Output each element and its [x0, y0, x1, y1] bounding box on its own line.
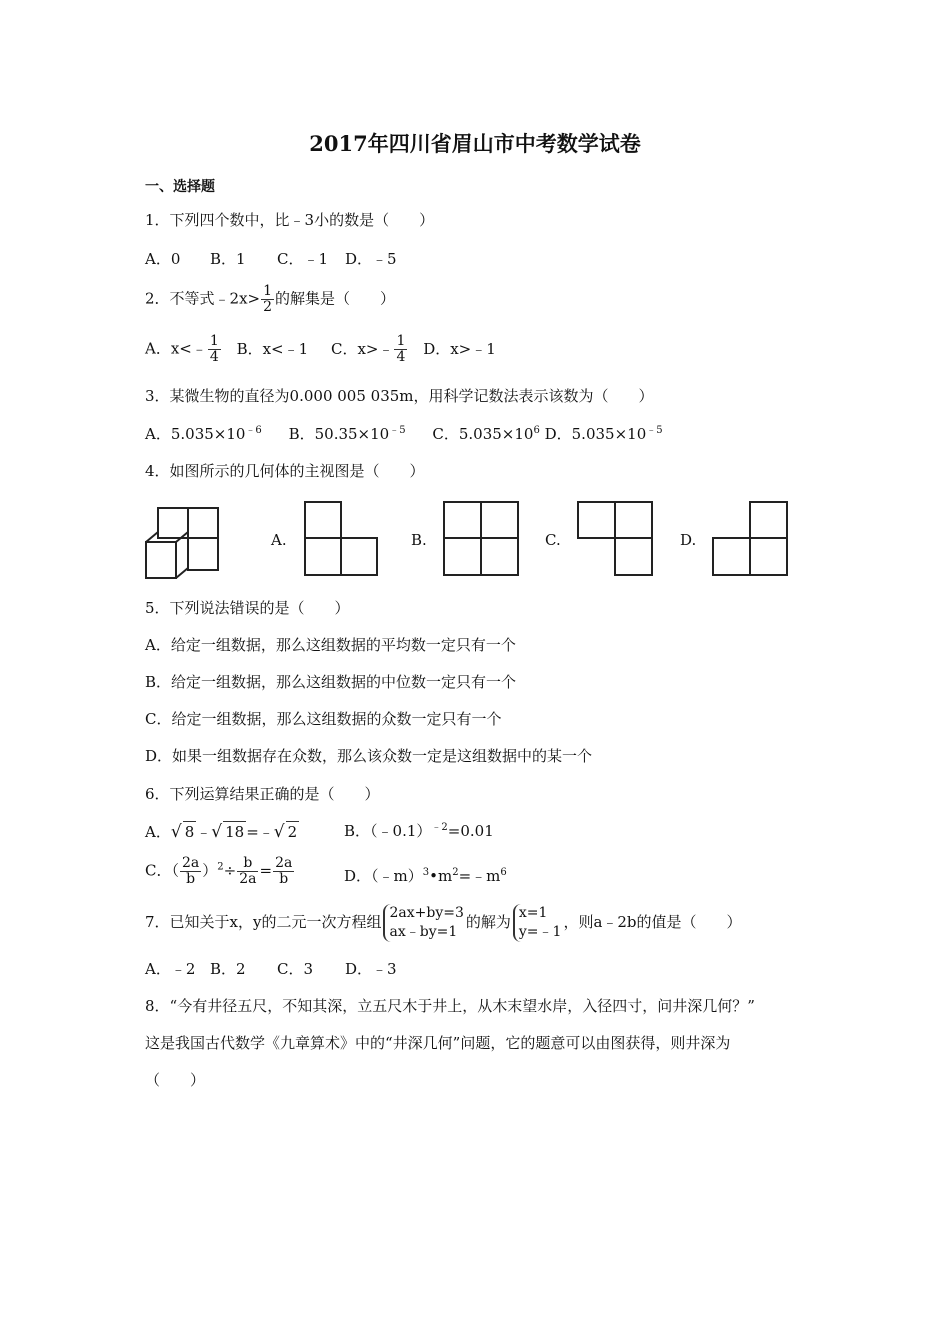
operator: = — [259, 861, 273, 880]
fraction — [273, 856, 294, 887]
exponent: 6 — [500, 867, 507, 878]
cube-face — [146, 542, 176, 578]
question-7-stem-mid: 的解为 — [465, 913, 511, 931]
fraction — [237, 856, 258, 887]
question-2-option-d: D．x>﹣1 — [423, 339, 496, 358]
question-3-option-b: B．50.35×10 — [288, 425, 390, 443]
option-label: C．（ — [145, 861, 179, 880]
exponent: 2 — [217, 861, 224, 873]
option-text: D．（﹣m） — [344, 867, 423, 885]
exponent: 3 — [422, 867, 430, 878]
question-6-stem: 6．下列运算结果正确的是（ ） — [145, 785, 380, 803]
question-8-line-3: （ ） — [145, 1071, 206, 1089]
fraction-numerator: 2a — [275, 855, 293, 871]
section-heading: 一、选择题 — [145, 179, 215, 195]
exponent: 6 — [533, 425, 540, 436]
question-3-stem: 3．某微生物的直径为0.000 005 035m，用科学记数法表示该数为（ ） — [145, 387, 654, 405]
fraction-denominator: 2 — [263, 299, 273, 315]
question-7-stem-tail: ，则a﹣2b的值是（ ） — [563, 913, 742, 931]
question-1-option-c: C．﹣1 — [277, 250, 329, 268]
question-7-option-a: A．﹣2 — [145, 960, 196, 978]
question-2-option-a: A．x<﹣ — [145, 339, 207, 358]
question-2-stem-text: 2．不等式﹣2x> — [145, 289, 261, 308]
question-1-option-a: A．0 — [145, 250, 181, 268]
question-1-option-d: D．﹣5 — [345, 250, 397, 268]
fraction — [261, 284, 274, 315]
operator: ﹣ — [196, 823, 212, 841]
option-text-tail: =0.01 — [447, 822, 494, 840]
radicand: 2 — [287, 823, 298, 841]
fraction-numerator: b — [237, 856, 258, 872]
question-8-line-1: 8．“今有井径五尺，不知其深，立五尺木于井上，从木末望水岸，入径四寸，问井深几何？” — [145, 997, 755, 1015]
fraction-numerator: 1 — [263, 283, 273, 299]
question-4-stem: 4．如图所示的几何体的主视图是（ ） — [145, 462, 425, 480]
question-6-option-a — [145, 821, 299, 842]
question-6-option-d — [344, 866, 507, 886]
question-4-option-a-label: A. — [271, 531, 287, 549]
question-7-option-b: B．2 — [210, 960, 246, 978]
radical-sign: √ — [170, 822, 182, 842]
fraction-numerator: 2a — [181, 855, 200, 871]
question-2-options — [145, 334, 496, 365]
question-2-stem — [145, 284, 395, 315]
fraction — [180, 856, 201, 887]
radicand: 8 — [184, 823, 195, 841]
question-6-option-c — [145, 856, 295, 887]
question-5-option-d: D．如果一组数据存在众数，那么该众数一定是这组数据中的某一个 — [145, 747, 593, 765]
option-text-tail: =﹣m — [458, 867, 501, 885]
exponent: ﹣6 — [245, 425, 262, 436]
exponent: 2 — [452, 867, 459, 878]
option-c-view — [576, 500, 654, 578]
question-7-option-c: C．3 — [277, 960, 314, 978]
question-5-option-c: C．给定一组数据，那么这组数据的众数一定只有一个 — [145, 710, 502, 728]
equation-system — [383, 904, 463, 942]
question-7-option-d: D．﹣3 — [345, 960, 397, 978]
fraction-numerator: 1 — [209, 333, 219, 349]
cube-top — [158, 498, 230, 508]
operator: ） — [202, 861, 218, 880]
option-a-view — [303, 500, 379, 578]
cube-side — [218, 498, 230, 572]
fraction-denominator: b — [186, 871, 196, 887]
solution-2: y=﹣1 — [518, 924, 562, 940]
option-b-view — [442, 500, 520, 578]
exponent: ﹣5 — [389, 425, 406, 436]
operator: =﹣ — [246, 823, 274, 841]
question-7-stem-text: 7．已知关于x，y的二元一次方程组 — [145, 913, 382, 931]
solution-system — [513, 904, 562, 942]
question-5-option-b: B．给定一组数据，那么这组数据的中位数一定只有一个 — [145, 673, 517, 691]
question-3-option-a: A．5.035×10 — [145, 425, 246, 443]
operator: ÷ — [223, 861, 237, 880]
cube-face — [188, 508, 218, 538]
fraction-numerator: 1 — [396, 333, 406, 349]
question-4-option-b-label: B. — [411, 531, 427, 549]
question-3-option-d: D．5.035×10 — [544, 425, 647, 443]
equation-2: ax﹣by=1 — [389, 924, 458, 940]
fraction — [208, 334, 221, 365]
question-2-stem-tail: 的解集是（ ） — [275, 289, 396, 308]
question-3-options — [145, 424, 663, 444]
question-2-option-b: B．x<﹣1 — [236, 339, 309, 358]
equation-1: 2ax+by=3 — [389, 905, 464, 921]
fraction-denominator: 4 — [209, 349, 219, 365]
option-label: A． — [145, 823, 171, 841]
solution-1: x=1 — [518, 905, 548, 921]
fraction-denominator: 4 — [396, 349, 406, 365]
cube-face — [188, 538, 218, 570]
fraction-denominator: 2a — [239, 871, 257, 887]
question-1-stem: 1．下列四个数中，比﹣3小的数是（ ） — [145, 211, 435, 229]
exponent: ﹣5 — [646, 425, 663, 436]
question-3-option-c: C．5.035×10 — [432, 425, 534, 443]
question-2-option-c: C．x>﹣ — [330, 339, 394, 358]
question-7-stem — [145, 904, 742, 942]
question-4-option-d-label: D. — [680, 531, 697, 549]
radicand: 18 — [225, 823, 245, 841]
question-1-option-b: B．1 — [210, 250, 246, 268]
option-text: B．（﹣0.1） — [344, 822, 432, 840]
question-5-option-a: A．给定一组数据，那么这组数据的平均数一定只有一个 — [145, 636, 516, 654]
solid-figure — [140, 496, 235, 584]
radical-sign: √ — [273, 822, 285, 842]
question-5-stem: 5．下列说法错误的是（ ） — [145, 599, 350, 617]
operator: •m — [429, 867, 453, 885]
fraction-denominator: b — [279, 871, 289, 887]
question-4-option-c-label: C. — [545, 531, 561, 549]
fraction — [394, 334, 407, 365]
page-title: 2017年四川省眉山市中考数学试卷 — [309, 131, 641, 156]
exponent: ﹣2 — [431, 822, 448, 833]
question-8-line-2: 这是我国古代数学《九章算术》中的“井深几何”问题，它的题意可以由图获得，则井深为 — [145, 1034, 731, 1052]
option-d-view — [711, 500, 789, 578]
radical-sign: √ — [211, 822, 223, 842]
question-6-option-b — [344, 821, 494, 841]
